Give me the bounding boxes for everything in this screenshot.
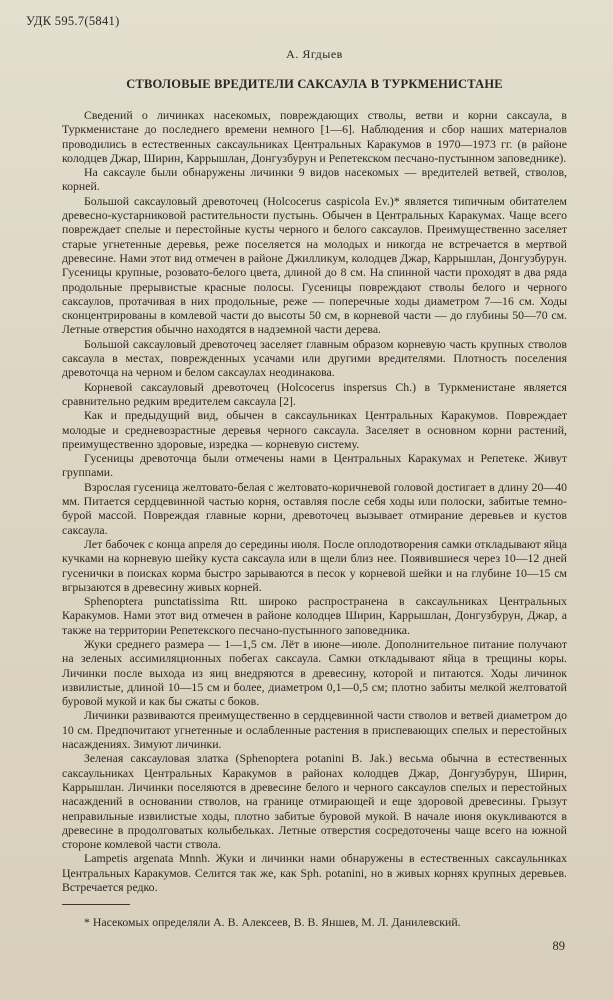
footnote-divider: [62, 904, 130, 905]
paragraph: На саксауле были обнаружены личинки 9 видов насекомых — вредителей ветвей, стволов, корней.: [62, 165, 567, 194]
paragraph: Гусеницы древоточца были отмечены нами в Центральных Каракумах и Репетеке. Живут группами.: [62, 451, 567, 480]
paragraph: Жуки среднего размера — 1—1,5 см. Лёт в июне—июле. Дополнительное питание получают на зеленых ассимиляционных побегах саксаула. Самки откладывают яйца в трещины коры. Личинки после выхода из яиц внедряются в древесину, которой и питаются. Ходы личинок извилистые, длиной 10—15 см и более, диаметром 0,1—0,5 см; плотно забиты мелкой желтоватой буровой мукой и как бы сжаты с боков.: [62, 636, 567, 709]
udc-code: УДК 595.7(5841): [26, 14, 120, 28]
paragraph: Личинки развиваются преимущественно в сердцевинной части стволов и ветвей диаметром до 10 см. Предпочитают угнетенные и ослабленные растения в приспевающих спелых и перестойных насаждениях. Зимуют личинки.: [62, 708, 567, 752]
paragraph: Лет бабочек с конца апреля до середины июля. После оплодотворения самки откладывают яйца кучками на корневую шейку куста саксаула или в щели близ нее. Появившиеся через 10—12 дней гусенички в поисках корма быстро зарываются в песок у корневой шейки и на глубине 10—15 см вгрызаются в древесину живых корней.: [62, 536, 567, 594]
paragraph: Взрослая гусеница желтовато-белая с желтовато-коричневой головой достигает в длину 20—40 мм. Питается сердцевинной частью корня, оставляя после себя ходы или полоски, забитые темно-бурой массой. Повреждая главные корни, древоточец вызывает отмирание деревьев и кустов саксаула.: [62, 479, 567, 537]
paragraph: Sphenoptera punctatissima Rtt. широко распространена в саксаульниках Центральных Каракумов. Нами этот вид отмечен в районе колодцев Ширин, Каррышлан, Донгузбурун, Джар, а также на территории Репетекского песчано-пустынного заповедника.: [62, 594, 567, 637]
footnote: * Насекомых определяли А. В. Алексеев, В. В. Яншев, М. Л. Данилевский.: [84, 915, 461, 930]
paragraph: Lampetis argenata Mnnh. Жуки и личинки нами обнаружены в естественных саксаульниках Центральных Каракумов. Селится так же, как Sph. potanini, но в живых корнях крупных деревьев. Встречается редко.: [62, 851, 567, 895]
paragraph: Корневой саксауловый древоточец (Holcocerus inspersus Ch.) в Туркменистане является сравнительно редким вредителем саксаула [2].: [62, 379, 567, 408]
paragraph: Как и предыдущий вид, обычен в саксаульниках Центральных Каракумов. Повреждает молодые и средневозрастные деревья черного саксаула. Заселяет в основном корни растений, преимущественно здоровые, изредка — корневую систему.: [62, 408, 567, 451]
paragraph: Большой саксауловый древоточец заселяет главным образом корневую часть крупных стволов саксаула в местах, поврежденных усачами или другими вредителями. Плотность поселения древоточца на черном и белом саксаулах неодинакова.: [62, 336, 567, 380]
paragraph: Сведений о личинках насекомых, повреждающих стволы, ветви и корни саксаула, в Туркменистане до последнего времени немного [1—6]. Наблюдения и сбор наших материалов проводились в естественных саксаульниках Центральных Каракумов в 1970—1973 гг. (в районе колодцев Джар, Ширин, Каррышлан, Донгузбурун и Репетекском песчано-пустынном заповеднике).: [62, 108, 567, 165]
author-name: А. Ягдыев: [286, 47, 343, 61]
paragraph: Большой саксауловый древоточец (Holcocerus caspicola Ev.)* является типичным обитателем древесно-кустарниковой растительности пустынь. Обычен в Центральных Каракумах. Чаще всего повреждает спелые и перестойные кусты черного и белого саксаулов. Преимущественно заселяет старые угнетенные деревья, реже поселяется на молодых и никогда не встречается в мертвой древесине. Нами этот вид отмечен в районе Джилликум, колодцев Джар, Каррышлан, Донгузбурун. Гусеницы крупные, розовато-белого цвета, длиной до 8 см. На спинной части проходят в два ряда продольные прерывистые красные полосы. Гусеницы повреждают стволы белого и черного саксаулов, протачивая в них продольные, реже — поперечные ходы диаметром 7—16 см. Ходы сконцентрированы в комлевой части до высоты 50 см, в корневой части — до глубины 50—70 см. Летные отверстия обычно находятся в надземной части дерева.: [62, 193, 567, 337]
article-title: СТВОЛОВЫЕ ВРЕДИТЕЛИ САКСАУЛА В ТУРКМЕНИСТАНЕ: [126, 77, 503, 91]
page-number: 89: [552, 939, 565, 953]
paragraph: Зеленая саксауловая златка (Sphenoptera potanini B. Jak.) весьма обычна в естественных саксаульниках Центральных Каракумов в районах колодцев Джар, Донгузбурун, Ширин, Каррышлан. Личинки поселяются в древесине белого и черного саксаулов спелых и перестойных насаждений в основании стволов, на границе отмирающей и еще здоровой древесины. Грызут неправильные извилистые ходы, плотно забитые буровой мукой. В начале июня окукливаются в древесине в продолговатых колыбельках. Летные отверстия сосредоточены чаще всего на южной стороне комлевой части ствола.: [62, 751, 567, 852]
article-body: [62, 108, 567, 894]
